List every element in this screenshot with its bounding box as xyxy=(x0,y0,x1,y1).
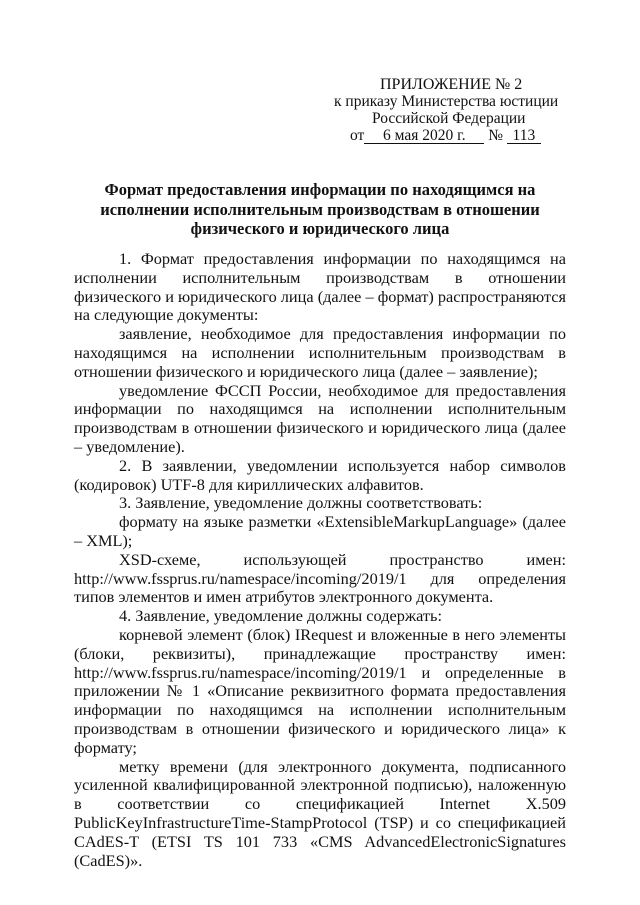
appendix-federation-line: Российской Федерации xyxy=(372,110,526,127)
appendix-title: ПРИЛОЖЕНИЕ № 2 xyxy=(380,76,523,93)
paragraph: 3. Заявление, уведомление должны соответствовать: xyxy=(119,493,483,513)
document-body xyxy=(74,250,566,870)
number-label: № xyxy=(488,127,503,144)
paragraph: метку времени (для электронного документа, подписанного усиленной квалифицированной электронной подписью), наложенную в соответствии со спецификацией Internet X.509 PublicKeyInfrastructureTime-StampProtocol (TSP) и со спецификацией CAdES-T (ETSI TS 101 733 «CMS AdvancedElectronicSignatures (CadES)». xyxy=(74,756,566,870)
appendix-order-line: к приказу Министерства юстиции xyxy=(334,93,559,110)
paragraph: корневой элемент (блок) IRequest и вложенные в него элементы (блоки, реквизиты), принадлежащие пространству имен: http://www.fssprus.ru/namespace/incoming/2019/1 и определенные в приложении № 1 «Описание реквизитного формата предоставления информации по находящимся на исполнении исполнительным производствам в отношении физического и юридического лица» к формату; xyxy=(74,624,566,757)
paragraph: уведомление ФССП России, необходимое для предоставления информации по находящимся на исполнении исполнительным производствам в отношении физического и юридического лица (далее – уведомление). xyxy=(74,380,566,456)
from-label: от xyxy=(350,127,365,144)
paragraph: заявление, необходимое для предоставления информации по находящимся на исполнении исполнительным производствам в отношении физического и юридического лица (далее – заявление); xyxy=(74,324,566,381)
paragraph: 4. Заявление, уведомление должны содержать: xyxy=(119,606,442,626)
order-date: 6 мая 2020 г. xyxy=(364,128,484,144)
order-number: 113 xyxy=(507,128,541,144)
document-title: Формат предоставления информации по находящимся на исполнении исполнительным производствам в отношении физического и юридического лица xyxy=(100,180,540,238)
appendix-date-line xyxy=(300,127,600,144)
paragraph: 1. Формат предоставления информации по находящимся на исполнении исполнительным производствам в отношении физического и юридического лица (далее – формат) распространяются на следующие документы: xyxy=(74,249,566,325)
paragraph: формату на языке разметки «ExtensibleMarkupLanguage» (далее – XML); xyxy=(74,512,566,550)
paragraph: XSD-схеме, использующей пространство имен: http://www.fssprus.ru/namespace/incoming/2019/1 для определения типов элементов и имен атрибутов электронного документа. xyxy=(74,549,566,607)
paragraph: 2. В заявлении, уведомлении используется набор символов (кодировок) UTF-8 для кириллических алфавитов. xyxy=(74,455,566,494)
appendix-header xyxy=(300,76,600,144)
